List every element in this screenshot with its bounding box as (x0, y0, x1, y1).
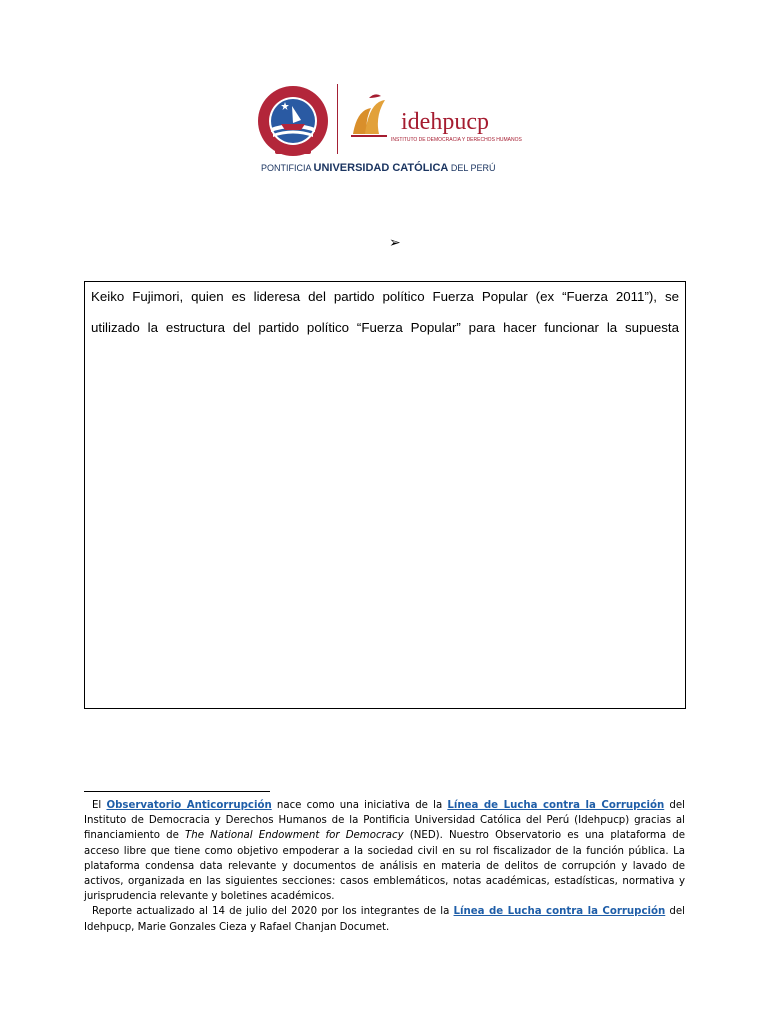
idehpucp-subtitle: INSTITUTO DE DEMOCRACIA Y DERECHOS HUMANOS (391, 137, 522, 143)
ned-title: The National Endowment for Democracy (185, 830, 404, 842)
header-logo (255, 82, 522, 176)
linea-lucha-link-2[interactable]: Línea de Lucha contra la Corrupción (453, 906, 666, 918)
footnotes (84, 798, 685, 935)
linea-lucha-link[interactable]: Línea de Lucha contra la Corrupción (447, 800, 665, 811)
footnote-1 (84, 798, 685, 904)
observatorio-link[interactable]: Observatorio Anticorrupción (106, 800, 272, 811)
university-suffix: DEL PERÚ (448, 163, 496, 173)
idehpucp-emblem-icon (347, 90, 391, 140)
box-text-line: utilizado la estructura del partido político “Fuerza Popular” para hacer funcionar la supuesta (91, 320, 679, 335)
university-prefix: PONTIFICIA (261, 163, 314, 173)
footnote-text: El (92, 800, 107, 811)
idehpucp-wordmark: idehpucp (401, 109, 489, 135)
footnote-text: (NED). Nuestro Observatorio es una plataforma de acceso libre que tiene como objetivo empoderar a la sociedad civil en su rol fiscalizador de la función pública. La plataforma condensa data relevante y documentos de análisis en materia de delitos de corrupción y lavado de activos, organizada en las siguientes secciones: casos emblemáticos, notas académicas, estadísticas, normativa y jurisprudencia relevante y boletines académicos. (84, 830, 685, 903)
box-text-line: Keiko Fujimori, quien es lideresa del partido político Fuerza Popular (ex “Fuerza 2011”), se (91, 289, 679, 304)
footnote-separator (84, 791, 270, 792)
university-name (261, 162, 496, 174)
footnote-text: nace como una iniciativa de la (271, 800, 448, 811)
footnote-text: del Idehpucp, Marie Gonzales Cieza y Rafael Chanjan Documet. (84, 906, 685, 933)
quote-box (84, 281, 686, 709)
logo-divider (337, 84, 338, 154)
bullet-arrow-icon: ➢ (389, 234, 401, 250)
footnote-2 (84, 904, 685, 934)
pucp-seal-icon (255, 84, 335, 158)
university-main: UNIVERSIDAD CATÓLICA (313, 162, 449, 174)
footnote-text: Reporte actualizado al 14 de julio del 2020 por los integrantes de la (92, 906, 454, 918)
footnote-text: del Instituto de Democracia y Derechos Humanos de la Pontificia Universidad Católica del Perú (Idehpucp) gracias al financiamiento de (84, 800, 685, 842)
